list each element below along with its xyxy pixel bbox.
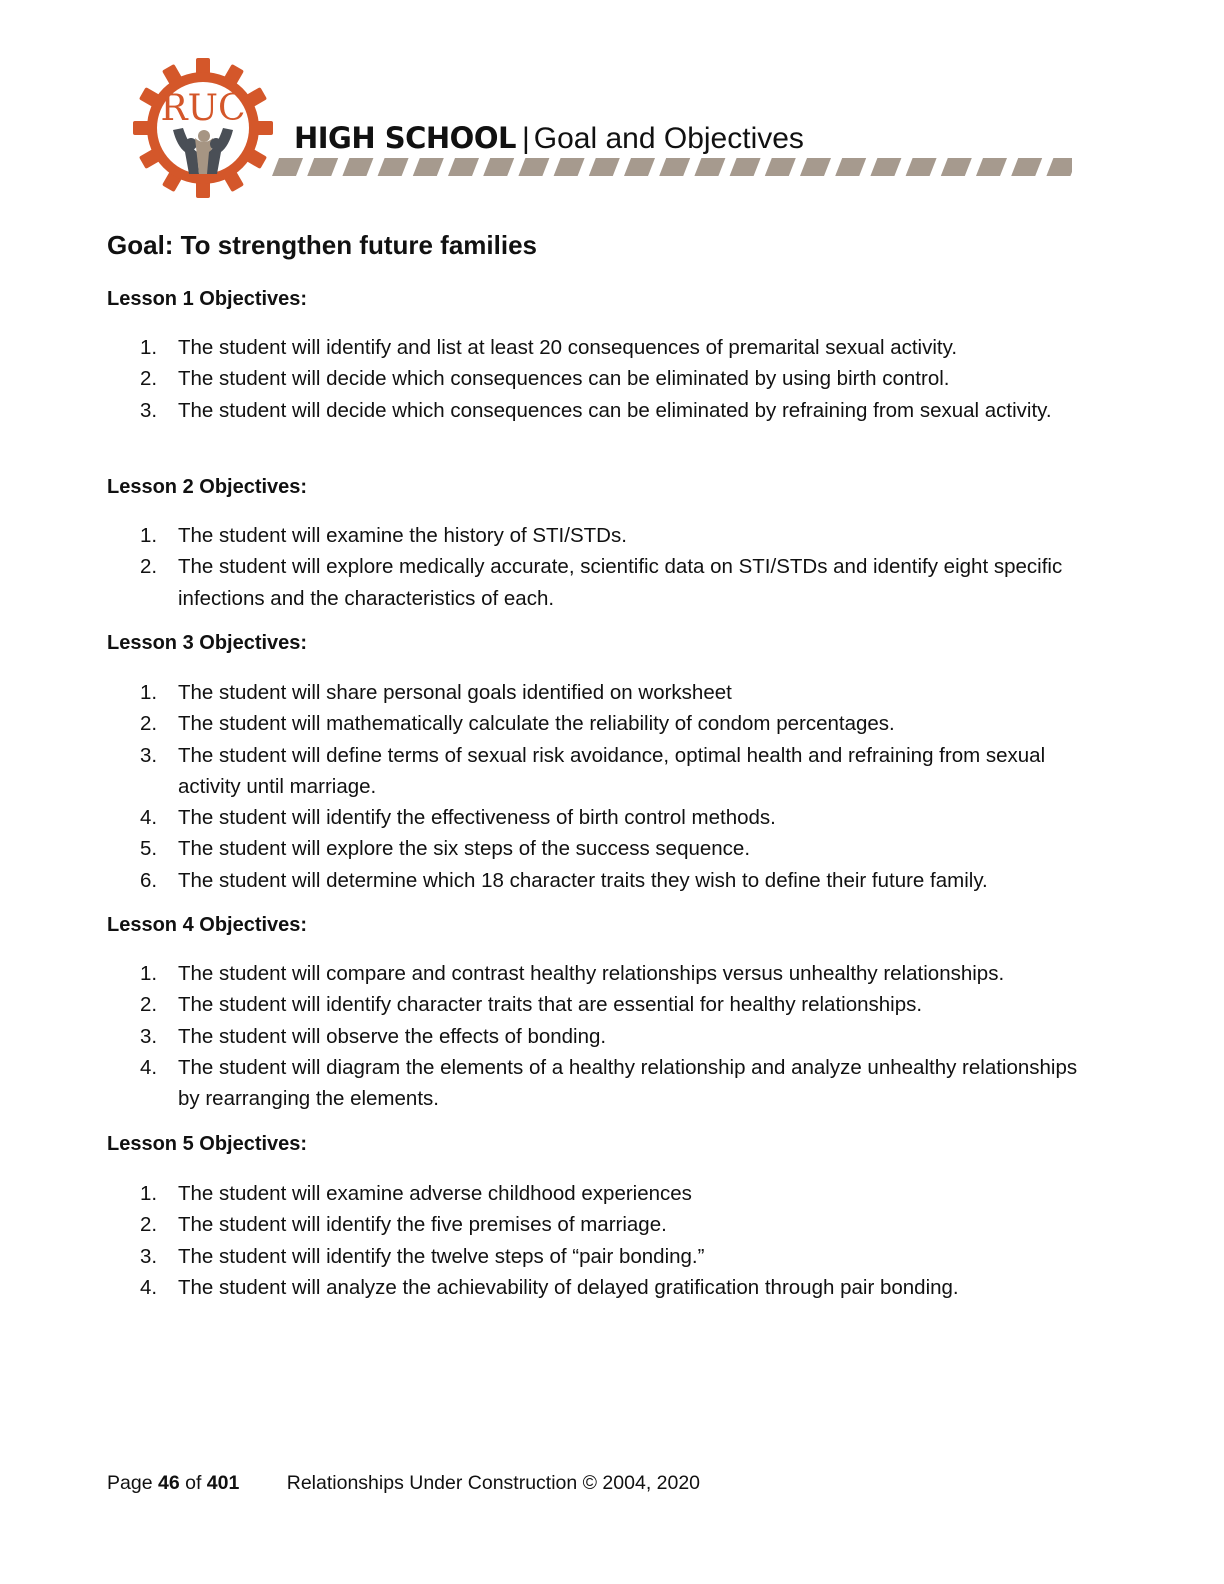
list-item: 3. The student will observe the effects of bonding. <box>140 1024 607 1048</box>
title-separator: | <box>521 122 530 155</box>
section-title: Goal and Objectives <box>533 122 804 155</box>
lesson-2-title: Lesson 2 Objectives: <box>107 476 308 498</box>
stripe-segment <box>378 158 409 176</box>
list-item: 4. The student will identify the effectiveness of birth control methods. <box>140 806 776 830</box>
header-stripes <box>272 156 1072 176</box>
list-item: 3. The student will identify the twelve steps of “pair bonding.” <box>140 1244 705 1268</box>
stripe-segment <box>694 158 725 176</box>
stripe-segment <box>483 158 514 176</box>
svg-text:RUC: RUC <box>160 88 246 129</box>
list-item: 1. The student will share personal goals identified on worksheet <box>140 681 732 704</box>
goal-heading: Goal: To strengthen future families <box>107 230 538 260</box>
page-number: 46 <box>157 1472 180 1494</box>
page-footer <box>107 1472 700 1495</box>
list-item: 6. The student will determine which 18 character traits they wish to define their future family. <box>140 868 988 892</box>
stripe-segment <box>765 158 796 176</box>
lesson-4-objectives <box>0 958 1224 1114</box>
stripe-segment <box>589 158 620 176</box>
lesson-4-title: Lesson 4 Objectives: <box>107 914 308 936</box>
stripe-segment <box>800 158 831 176</box>
page-header <box>294 118 804 159</box>
list-item: 3. The student will define terms of sexual risk avoidance, optimal health and refraining from sexual activity until marriage. <box>140 743 1046 798</box>
stripe-segment <box>413 158 444 176</box>
stripe-segment <box>554 158 585 176</box>
stripe-segment <box>870 158 901 176</box>
program-title: HIGH SCHOOL <box>294 121 516 155</box>
list-item: 2. The student will decide which consequences can be eliminated by using birth control. <box>140 367 950 391</box>
list-item: 1. The student will examine the history of STI/STDs. <box>140 524 627 547</box>
stripe-segment <box>1011 158 1042 176</box>
stripe-segment <box>730 158 761 176</box>
stripe-segment <box>906 158 937 176</box>
stripe-segment <box>1046 158 1072 176</box>
list-item: 1. The student will compare and contrast healthy relationships versus unhealthy relationships. <box>140 962 1005 985</box>
list-item: 5. The student will explore the six steps of the success sequence. <box>140 837 751 861</box>
stripe-segment <box>976 158 1007 176</box>
stripe-segment <box>624 158 655 176</box>
list-item: 1. The student will examine adverse childhood experiences <box>140 1182 692 1205</box>
page-label: Page <box>107 1472 153 1494</box>
ruc-logo <box>133 58 273 198</box>
stripe-segment <box>835 158 866 176</box>
lesson-3-objectives <box>0 677 1224 896</box>
stripe-segment <box>272 158 303 176</box>
page-total: 401 <box>206 1472 240 1494</box>
stripe-segment <box>448 158 479 176</box>
list-item: 2. The student will explore medically accurate, scientific data on STI/STDs and identify eight specific infections and the characteristics of each. <box>140 555 1063 610</box>
stripe-segment <box>307 158 338 176</box>
copyright-text: Relationships Under Construction © 2004, 2020 <box>286 1472 701 1494</box>
lesson-2-objectives <box>0 520 1224 614</box>
stripe-segment <box>518 158 549 176</box>
stripe-segment <box>659 158 690 176</box>
lesson-3-title: Lesson 3 Objectives: <box>107 632 308 654</box>
list-item: 4. The student will diagram the elements of a healthy relationship and analyze unhealthy relationships by rearranging the elements. <box>140 1055 1078 1111</box>
stripe-segment <box>342 158 373 176</box>
list-item: 1. The student will identify and list at least 20 consequences of premarital sexual activity. <box>140 336 958 359</box>
list-item: 2. The student will identify character traits that are essential for healthy relationships. <box>140 993 923 1017</box>
list-item: 2. The student will identify the five premises of marriage. <box>140 1213 667 1237</box>
of-label: of <box>185 1472 202 1494</box>
list-item: 3. The student will decide which consequences can be eliminated by refraining from sexual activity. <box>140 398 1052 422</box>
list-item: 4. The student will analyze the achievability of delayed gratification through pair bonding. <box>140 1275 959 1299</box>
lesson-1-title: Lesson 1 Objectives: <box>107 288 308 310</box>
lesson-5-title: Lesson 5 Objectives: <box>107 1133 308 1155</box>
lesson-1-objectives <box>0 332 1224 426</box>
list-item: 2. The student will mathematically calculate the reliability of condom percentages. <box>140 712 895 736</box>
stripe-segment <box>941 158 972 176</box>
lesson-5-objectives <box>0 1178 1224 1303</box>
